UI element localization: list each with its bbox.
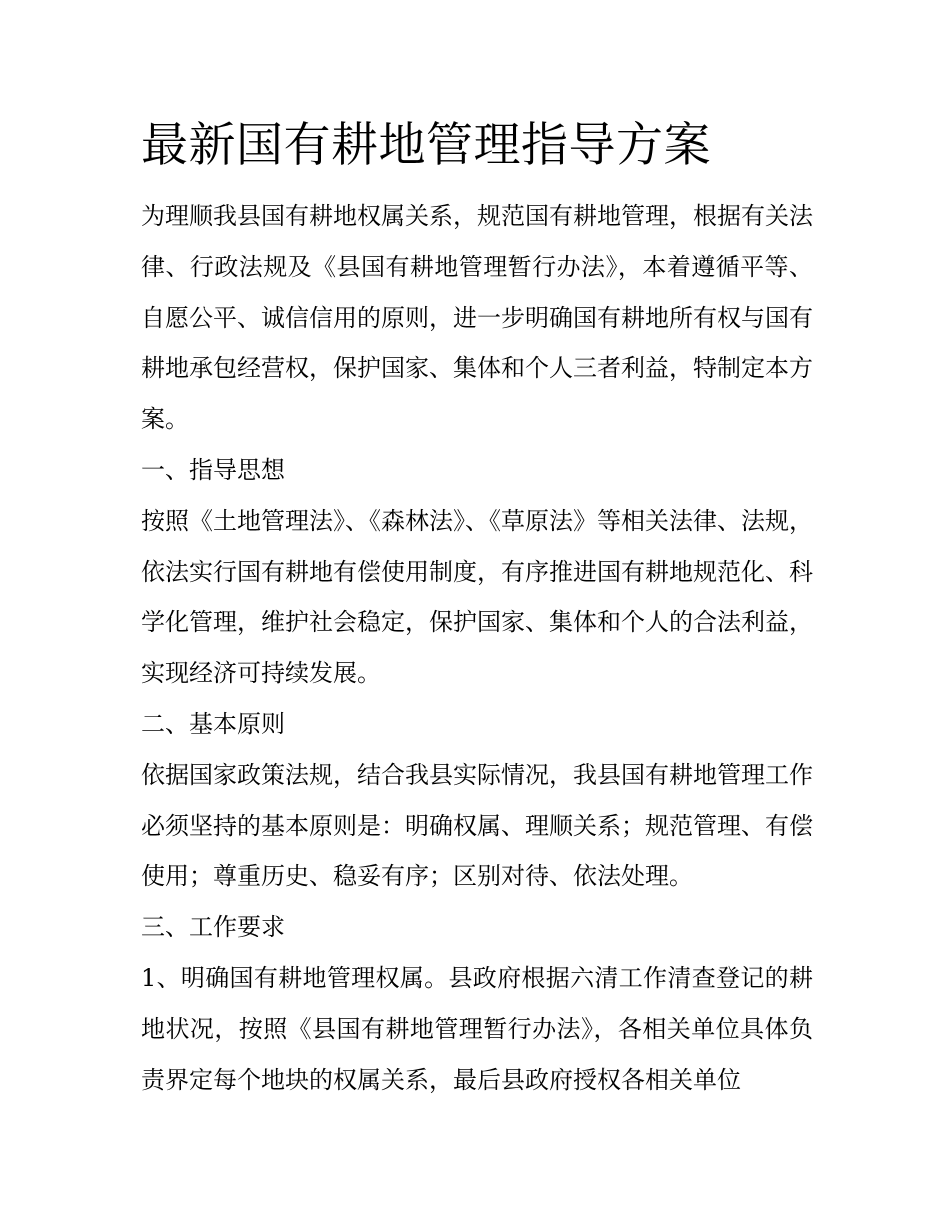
section-body-guiding-ideology: 按照《土地管理法》、《森林法》、《草原法》等相关法律、法规，依法实行国有耕地有偿使用制度，有序推进国有耕地规范化、科学化管理，维护社会稳定，保护国家、集体和个人的合法利益，实现经济可持续发展。 [141,506,813,688]
section-heading-guiding-ideology: 一、指导思想 [141,455,285,484]
section-heading-basic-principles: 二、基本原则 [141,709,285,738]
section-heading-work-requirements: 三、工作要求 [141,913,285,942]
document-content [141,113,813,1105]
intro-paragraph: 为理顺我县国有耕地权属关系，规范国有耕地管理，根据有关法律、行政法规及《县国有耕地管理暂行办法》，本着遵循平等、自愿公平、诚信信用的原则，进一步明确国有耕地所有权与国有耕地承包经营权，保护国家、集体和个人三者利益，特制定本方案。 [141,202,813,434]
document-title: 最新国有耕地管理指导方案 [141,118,711,173]
section-body-work-requirements: 1、明确国有耕地管理权属。县政府根据六清工作清查登记的耕地状况，按照《县国有耕地管理暂行办法》，各相关单位具体负责界定每个地块的权属关系，最后县政府授权各相关单位 [141,963,813,1094]
section-body-basic-principles: 依据国家政策法规，结合我县实际情况，我县国有耕地管理工作必须坚持的基本原则是：明确权属、理顺关系；规范管理、有偿使用；尊重历史、稳妥有序；区别对待、依法处理。 [141,760,813,891]
